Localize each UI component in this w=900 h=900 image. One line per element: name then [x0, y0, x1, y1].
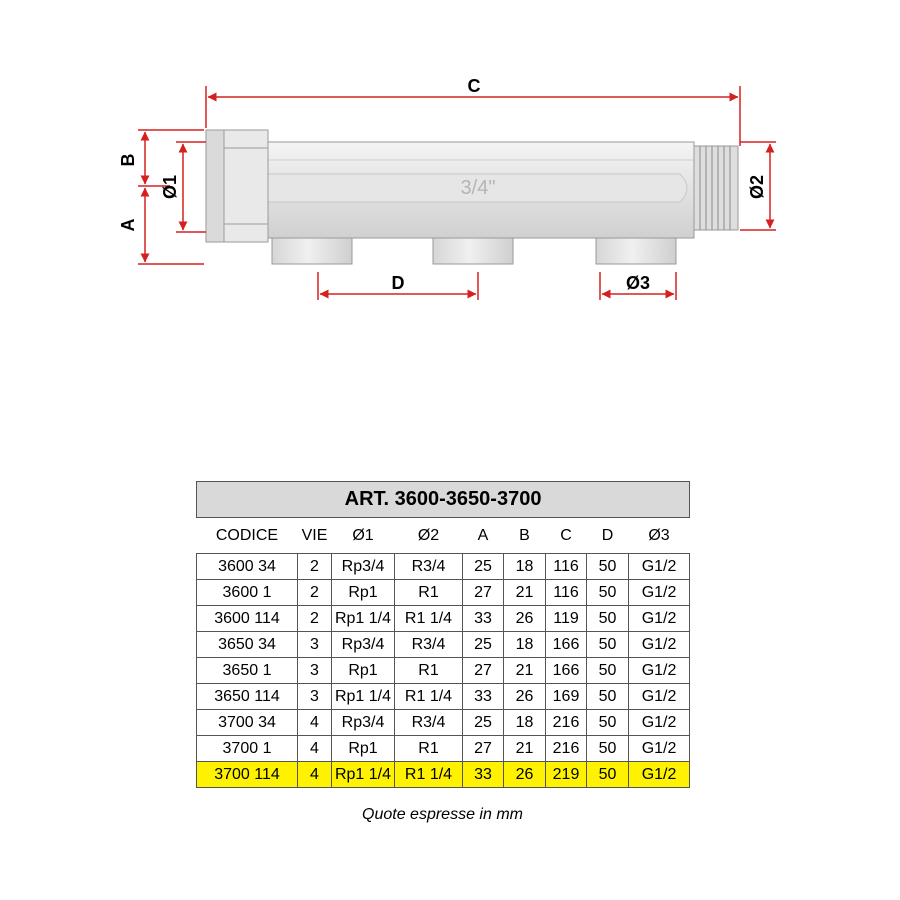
cell-code: 3700 114	[197, 762, 298, 788]
table-body	[197, 554, 690, 788]
header-a: A	[477, 526, 489, 544]
cell-b: 26	[504, 606, 546, 632]
cell-o2: R3/4	[395, 632, 463, 658]
cell-o1: Rp3/4	[332, 632, 395, 658]
cell-o3: G1/2	[629, 554, 690, 580]
cell-o3: G1/2	[629, 710, 690, 736]
cell-d: 50	[587, 684, 629, 710]
cell-code: 3650 114	[197, 684, 298, 710]
dim-label-o2: Ø2	[747, 174, 767, 200]
cell-c: 216	[546, 710, 587, 736]
threaded-end	[694, 146, 738, 230]
cell-vie: 3	[298, 684, 332, 710]
cell-o3: G1/2	[629, 632, 690, 658]
cell-o2: R1 1/4	[395, 606, 463, 632]
cell-b: 21	[504, 736, 546, 762]
cell-c: 166	[546, 658, 587, 684]
cell-code: 3650 34	[197, 632, 298, 658]
dim-label-b: B	[118, 153, 138, 167]
cell-a: 25	[463, 710, 504, 736]
engraving-text: 3/4"	[460, 177, 496, 199]
cell-o1: Rp3/4	[332, 710, 395, 736]
cell-vie: 2	[298, 606, 332, 632]
cell-c: 116	[546, 580, 587, 606]
cell-vie: 4	[298, 736, 332, 762]
cell-a: 25	[463, 632, 504, 658]
cell-a: 33	[463, 684, 504, 710]
cell-a: 25	[463, 554, 504, 580]
hex-end	[206, 130, 268, 242]
cell-o3: G1/2	[629, 736, 690, 762]
dim-label-c: C	[467, 76, 481, 96]
cell-b: 26	[504, 684, 546, 710]
cell-code: 3650 1	[197, 658, 298, 684]
header-b: B	[519, 526, 530, 544]
cell-c: 219	[546, 762, 587, 788]
cell-o3: G1/2	[629, 684, 690, 710]
table-row	[197, 658, 690, 684]
cell-o2: R3/4	[395, 710, 463, 736]
cell-b: 21	[504, 658, 546, 684]
cell-d: 50	[587, 736, 629, 762]
spec-table	[196, 481, 690, 788]
cell-vie: 2	[298, 554, 332, 580]
cell-c: 166	[546, 632, 587, 658]
cell-o2: R1	[395, 658, 463, 684]
cell-vie: 2	[298, 580, 332, 606]
table-title: ART. 3600-3650-3700	[197, 482, 690, 518]
table-row	[197, 736, 690, 762]
cell-o1: Rp1	[332, 580, 395, 606]
cell-o1: Rp1	[332, 658, 395, 684]
cell-code: 3600 34	[197, 554, 298, 580]
cell-o2: R1 1/4	[395, 762, 463, 788]
header-o1: Ø1	[352, 526, 374, 544]
cell-code: 3700 1	[197, 736, 298, 762]
cell-b: 18	[504, 554, 546, 580]
table-row	[197, 684, 690, 710]
cell-d: 50	[587, 606, 629, 632]
cell-c: 216	[546, 736, 587, 762]
cell-vie: 4	[298, 762, 332, 788]
cell-o3: G1/2	[629, 580, 690, 606]
cell-b: 18	[504, 710, 546, 736]
table-row	[197, 762, 690, 788]
cell-o3: G1/2	[629, 606, 690, 632]
cell-vie: 4	[298, 710, 332, 736]
table-row	[197, 606, 690, 632]
header-o2: Ø2	[417, 526, 440, 544]
cell-o2: R3/4	[395, 554, 463, 580]
cell-c: 116	[546, 554, 587, 580]
table-row	[197, 632, 690, 658]
cell-o1: Rp1	[332, 736, 395, 762]
cell-vie: 3	[298, 658, 332, 684]
cell-o1: Rp1 1/4	[332, 684, 395, 710]
cell-vie: 3	[298, 632, 332, 658]
cell-o3: G1/2	[629, 762, 690, 788]
dim-label-d: D	[391, 273, 405, 293]
table-row	[197, 710, 690, 736]
cell-a: 33	[463, 762, 504, 788]
table-row	[197, 580, 690, 606]
cell-d: 50	[587, 554, 629, 580]
header-code: CODICE	[215, 526, 279, 544]
cell-d: 50	[587, 658, 629, 684]
cell-b: 26	[504, 762, 546, 788]
cell-d: 50	[587, 632, 629, 658]
footnote: Quote espresse in mm	[362, 806, 523, 823]
cell-o1: Rp1 1/4	[332, 606, 395, 632]
cell-o2: R1 1/4	[395, 684, 463, 710]
cell-b: 18	[504, 632, 546, 658]
cell-d: 50	[587, 762, 629, 788]
cell-a: 27	[463, 658, 504, 684]
cell-a: 33	[463, 606, 504, 632]
cell-a: 27	[463, 580, 504, 606]
header-vie: VIE	[301, 526, 328, 544]
header-d: D	[601, 526, 614, 544]
cell-o2: R1	[395, 736, 463, 762]
cell-code: 3700 34	[197, 710, 298, 736]
cell-c: 119	[546, 606, 587, 632]
header-o3: Ø3	[648, 526, 670, 544]
cell-d: 50	[587, 710, 629, 736]
dim-label-a: A	[118, 218, 138, 232]
cell-o2: R1	[395, 580, 463, 606]
table-header-row	[197, 518, 690, 554]
cell-code: 3600 114	[197, 606, 298, 632]
cell-a: 27	[463, 736, 504, 762]
cell-c: 169	[546, 684, 587, 710]
cell-o1: Rp1 1/4	[332, 762, 395, 788]
cell-o3: G1/2	[629, 658, 690, 684]
dim-label-o1: Ø1	[160, 174, 180, 200]
cell-code: 3600 1	[197, 580, 298, 606]
cell-o1: Rp3/4	[332, 554, 395, 580]
cell-d: 50	[587, 580, 629, 606]
header-c: C	[560, 526, 572, 544]
table-row	[197, 554, 690, 580]
dim-label-o3: Ø3	[625, 273, 651, 293]
cell-b: 21	[504, 580, 546, 606]
